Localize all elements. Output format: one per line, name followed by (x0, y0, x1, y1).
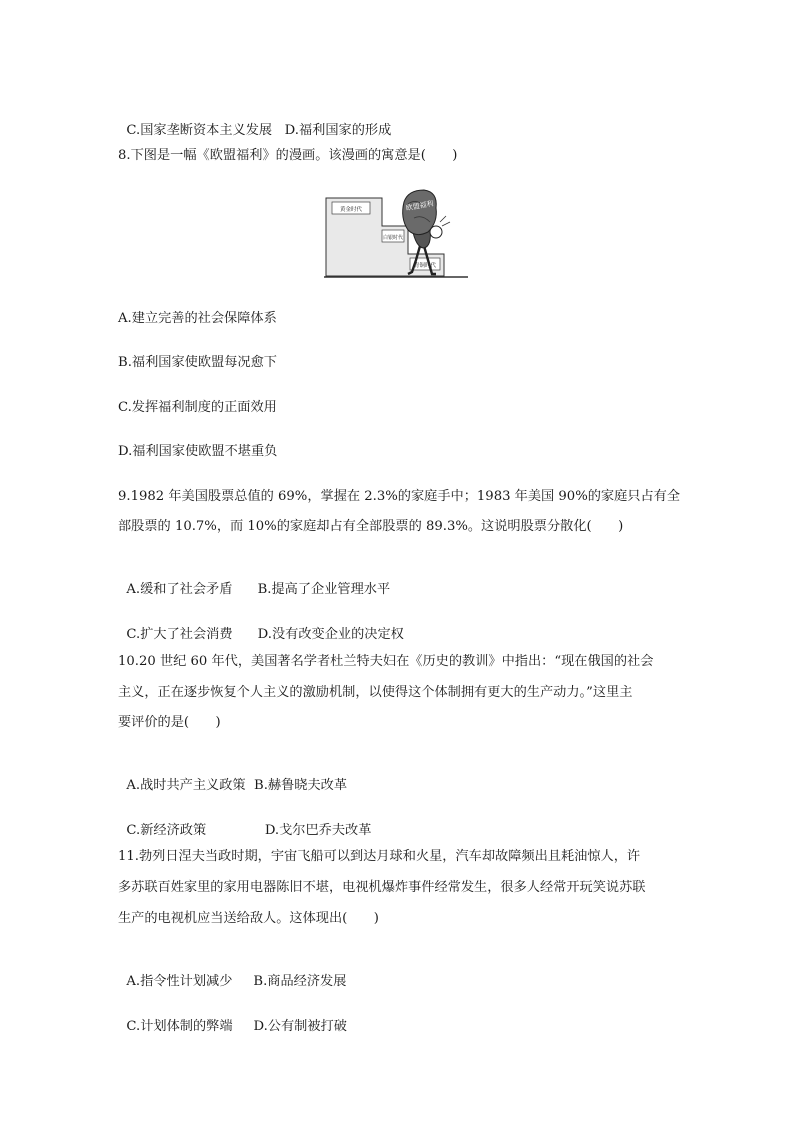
q11-option-b: B.商品经济发展 (253, 974, 347, 989)
cartoon-step-label: 黄金时代 (339, 207, 363, 213)
cartoon-step-label: 青铜时代 (413, 263, 437, 269)
q10-stem-line2: 主义，正在逐步恢复个人主义的激励机制，以使得这个体制拥有更大的生产动力。”这里主 (118, 685, 633, 700)
q10-option-c: C.新经济政策 (126, 823, 207, 838)
q10-stem-line1: 10.20 世纪 60 年代，美国著名学者杜兰特夫妇在《历史的教训》中指出：“现在俄国的社会 (118, 654, 654, 669)
q11-option-c: C.计划体制的弊端 (126, 1019, 233, 1034)
q9-stem-line1: 9.1982 年美国股票总值的 69%，掌握在 2.3%的家庭手中；1983 年美国 90%的家庭只占有全 (118, 489, 681, 504)
cartoon-boulder-label: 欧盟福利 (405, 199, 435, 213)
q8-option-d: D.福利国家使欧盟不堪重负 (118, 444, 278, 459)
q10-stem-line3: 要评价的是( ) (118, 715, 221, 730)
q10-option-d: D.戈尔巴乔夫改革 (264, 823, 372, 838)
q7-options-cd (118, 104, 391, 140)
q10-options-ab (118, 759, 347, 795)
q9-options-cd (118, 608, 404, 644)
q8-cartoon-eu-welfare (324, 188, 468, 282)
q11-option-a: A.指令性计划减少 (126, 974, 233, 989)
q10-options-cd (118, 804, 371, 840)
q8-option-b: B.福利国家使欧盟每况愈下 (118, 355, 277, 370)
q9-options-ab (118, 563, 390, 599)
q9-option-d: D.没有改变企业的决定权 (257, 627, 404, 642)
q11-option-d: D.公有制被打破 (253, 1019, 347, 1034)
q10-option-b: B.赫鲁晓夫改革 (254, 778, 348, 793)
q8-stem: 8.下图是一幅《欧盟福利》的漫画。该漫画的寓意是( ) (118, 148, 458, 163)
q9-option-b: B.提高了企业管理水平 (257, 582, 391, 597)
q9-option-c: C.扩大了社会消费 (126, 627, 233, 642)
q9-stem-line2: 部股票的 10.7%，而 10%的家庭却占有全部股票的 89.3%。这说明股票分散化( ) (118, 519, 624, 534)
q11-stem-line1: 11.勃列日涅夫当政时期，宇宙飞船可以到达月球和火星，汽车却故障频出且耗油惊人，许 (118, 849, 641, 864)
q7-option-c: C.国家垄断资本主义发展 (126, 123, 273, 138)
q7-option-d: D.福利国家的形成 (284, 123, 392, 138)
q8-option-a: A.建立完善的社会保障体系 (118, 311, 277, 326)
cartoon-step-label: 白银时代 (382, 235, 404, 241)
q8-option-c: C.发挥福利制度的正面效用 (118, 400, 277, 415)
q11-options-cd (118, 1000, 347, 1036)
q9-option-a: A.缓和了社会矛盾 (126, 582, 233, 597)
q11-options-ab (118, 955, 346, 991)
q10-option-a: A.战时共产主义政策 (126, 778, 246, 793)
q11-stem-line2: 多苏联百姓家里的家用电器陈旧不堪，电视机爆炸事件经常发生，很多人经常开玩笑说苏联 (118, 880, 646, 895)
q11-stem-line3: 生产的电视机应当送给敌人。这体现出( ) (118, 911, 379, 926)
